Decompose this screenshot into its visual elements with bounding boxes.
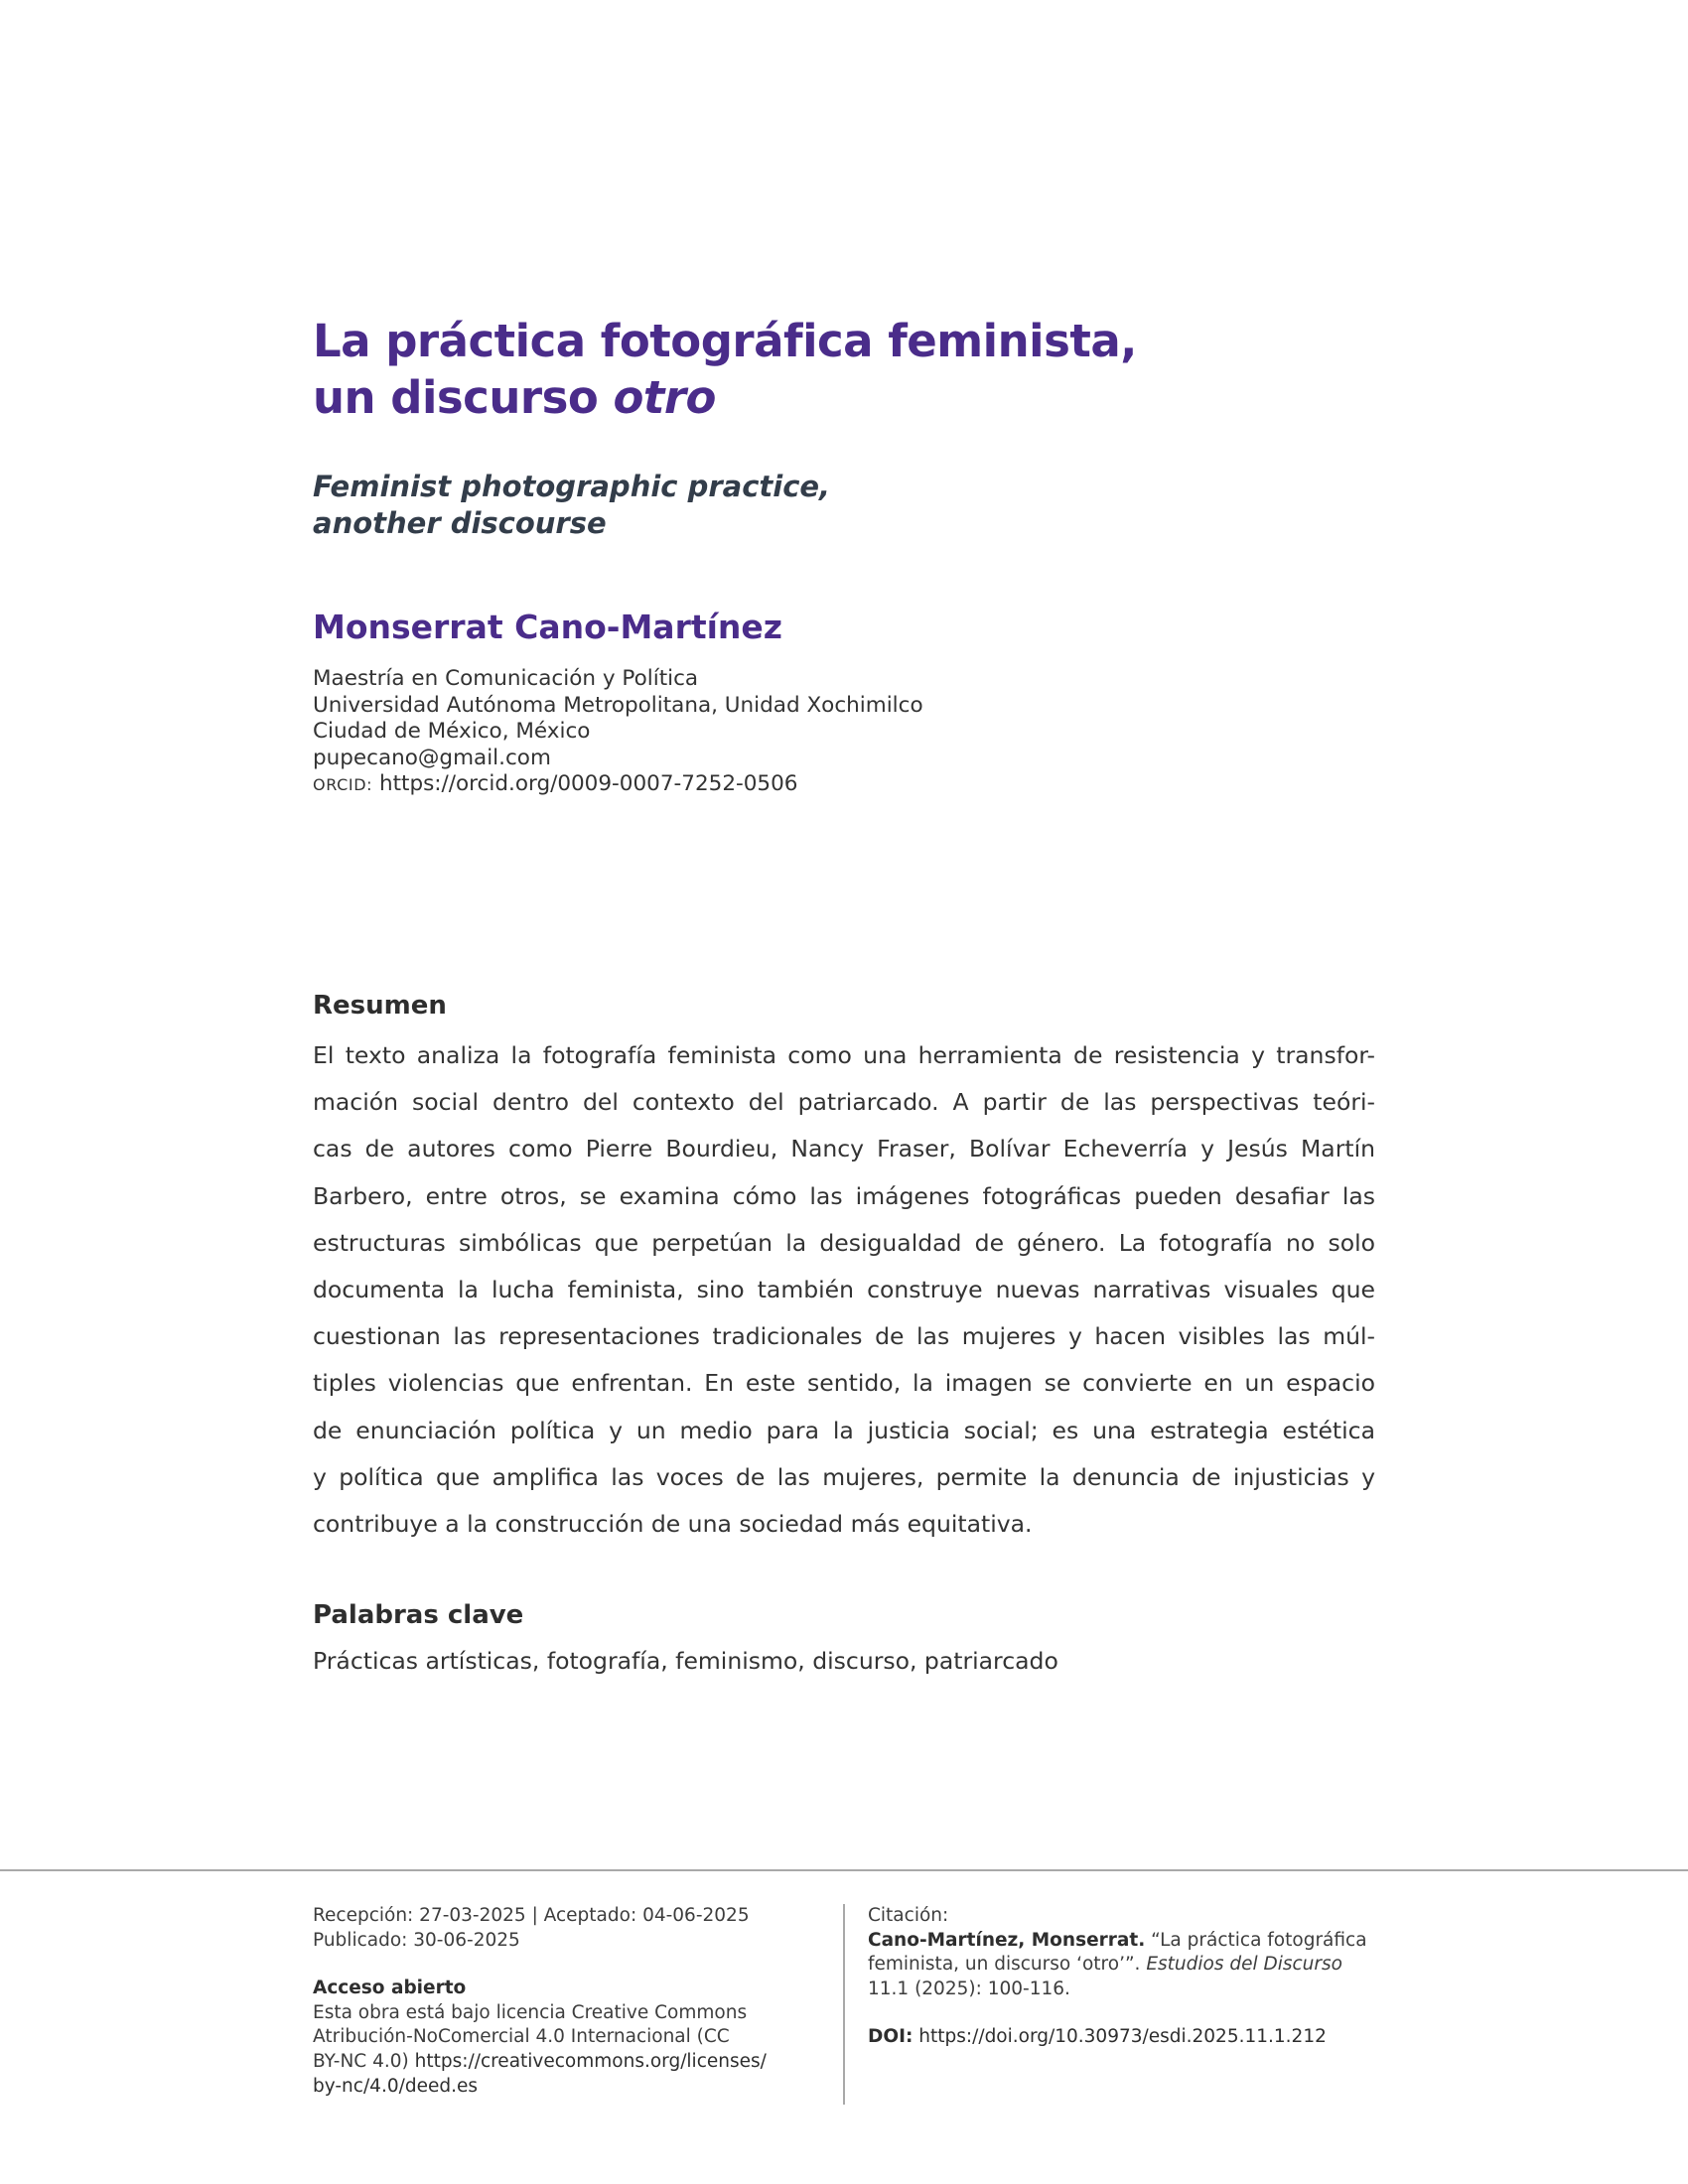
abstract-line: El texto analiza la fotografía feminista como una herramienta de resistencia y transfor- <box>313 1041 1375 1069</box>
citation-journal: Estudios del Discurso <box>1146 1954 1342 1976</box>
article-subtitle <box>313 469 1206 542</box>
abstract-line: estructuras simbólicas que perpetúan la desigualdad de género. La fotografía no solo <box>313 1228 1375 1257</box>
citation-line-1 <box>868 1929 1384 1954</box>
author-orcid <box>313 771 1306 799</box>
orcid-label: ORCID: <box>313 775 373 794</box>
spacer <box>313 1953 829 1977</box>
footer-publication-info <box>313 1904 829 2099</box>
affiliation-location: Ciudad de México, México <box>313 719 591 744</box>
author-name: Monserrat Cano-Martínez <box>313 608 783 646</box>
keywords-heading: Palabras clave <box>313 1600 524 1630</box>
keywords-text: Prácticas artísticas, fotografía, feminismo, discurso, patriarcado <box>313 1647 1058 1675</box>
doi-label: DOI: <box>868 2026 914 2048</box>
published-date: Publicado: 30-06-2025 <box>313 1929 520 1951</box>
citation-author: Cano-Martínez, Monserrat. <box>868 1929 1146 1951</box>
abstract-heading: Resumen <box>313 991 447 1021</box>
article-title <box>313 313 1405 426</box>
subtitle-line-2: another discourse <box>313 506 607 540</box>
license-line-1: Esta obra está bajo licencia Creative Commons <box>313 2001 748 2023</box>
abstract-line: contribuye a la construcción de una sociedad más equitativa. <box>313 1510 1033 1539</box>
abstract-text <box>313 1032 1375 1548</box>
doi-link[interactable]: https://doi.org/10.30973/esdi.2025.11.1.212 <box>913 2026 1327 2048</box>
received-accepted-dates: Recepción: 27-03-2025 | Aceptado: 04-06-2025 <box>313 1905 750 1926</box>
citation-title-start: “La práctica fotográfica <box>1145 1929 1367 1951</box>
footer-divider-line <box>0 1869 1688 1871</box>
footer-column-divider <box>843 1904 845 2105</box>
citation-title-end: feminista, un discurso ‘otro’”. <box>868 1954 1147 1976</box>
doi-line <box>868 2025 1384 2050</box>
abstract-line: Barbero, entre otros, se examina cómo las imágenes fotográficas pueden desafiar las <box>313 1181 1375 1210</box>
abstract-line: tiples violencias que enfrentan. En este sentido, la imagen se convierte en un espacio <box>313 1369 1375 1398</box>
citation-volume: 11.1 (2025): 100-116. <box>868 1978 1070 1999</box>
license-link-continued[interactable]: by-nc/4.0/deed.es <box>313 2075 478 2097</box>
license-line-3 <box>313 2050 829 2075</box>
citation-label: Citación: <box>868 1905 949 1926</box>
abstract-line: de enunciación política y un medio para la justicia social; es una estrategia estética <box>313 1416 1375 1444</box>
affiliation-university: Universidad Autónoma Metropolitana, Unidad Xochimilco <box>313 692 923 718</box>
affiliation-program: Maestría en Comunicación y Política <box>313 666 699 691</box>
spacer <box>868 2001 1384 2025</box>
footer-citation <box>868 1904 1384 2050</box>
author-email-link[interactable]: pupecano@gmail.com <box>313 745 551 770</box>
abstract-line: y política que amplifica las voces de las mujeres, permite la denuncia de injusticias y <box>313 1462 1375 1491</box>
subtitle-line-1: Feminist photographic practice, <box>313 470 831 503</box>
citation-line-2 <box>868 1953 1384 1978</box>
title-line-2 <box>313 369 1405 426</box>
author-affiliation <box>313 666 1306 799</box>
title-line-1: La práctica fotográfica feminista, <box>313 315 1137 367</box>
open-access-heading: Acceso abierto <box>313 1978 467 1999</box>
title-italic-word: otro <box>613 371 716 424</box>
orcid-link[interactable]: https://orcid.org/0009-0007-7252-0506 <box>372 771 798 796</box>
license-link[interactable]: https://creativecommons.org/licenses/ <box>414 2050 767 2072</box>
abstract-line: cuestionan las representaciones tradicionales de las mujeres y hacen visibles las múl- <box>313 1322 1375 1351</box>
license-line-2: Atribución-NoComercial 4.0 Internacional (CC <box>313 2026 730 2048</box>
title-line-2-prefix: un discurso <box>313 371 614 424</box>
abstract-line: cas de autores como Pierre Bourdieu, Nancy Fraser, Bolívar Echeverría y Jesús Martín <box>313 1135 1375 1163</box>
abstract-line: mación social dentro del contexto del patriarcado. A partir de las perspectivas teóri- <box>313 1088 1375 1117</box>
license-line-3-prefix: BY-NC 4.0) <box>313 2050 415 2072</box>
abstract-line: documenta la lucha feminista, sino también construye nuevas narrativas visuales que <box>313 1276 1375 1304</box>
